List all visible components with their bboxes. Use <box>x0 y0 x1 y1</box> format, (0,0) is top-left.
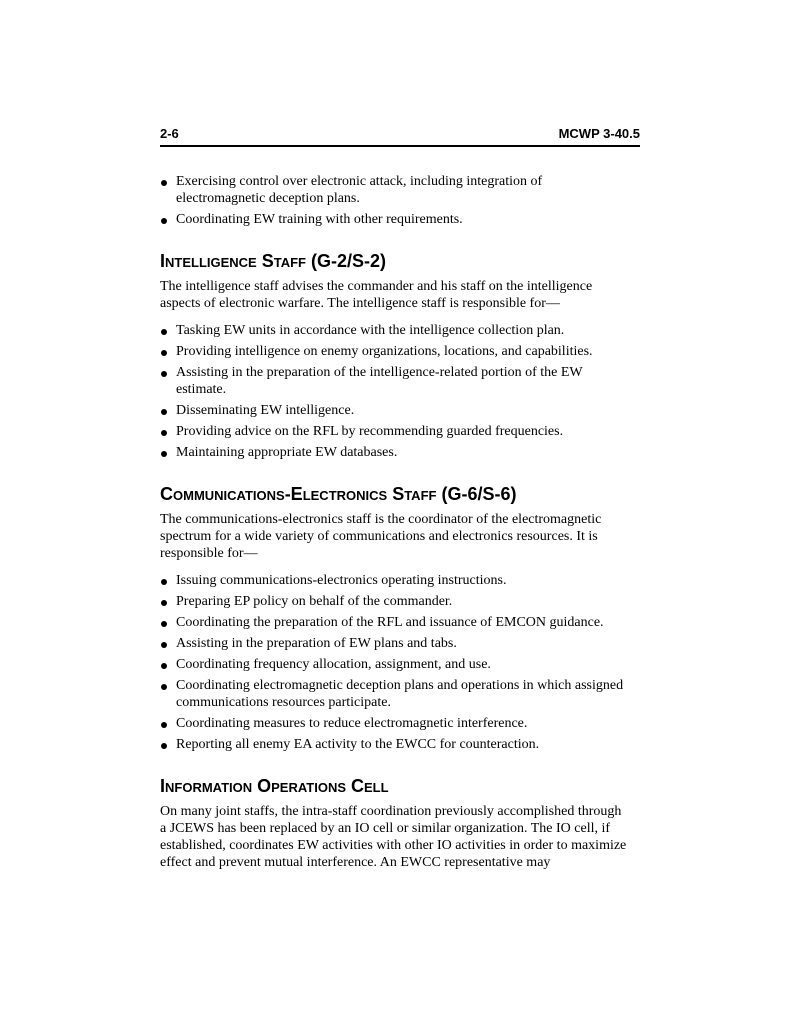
list-item: Providing advice on the RFL by recommending guarded frequencies. <box>160 423 630 440</box>
heading-code: (G-2/S-2) <box>311 251 387 271</box>
page-content <box>160 173 630 871</box>
section-heading-intelligence <box>160 250 630 272</box>
list-item: Coordinating measures to reduce electromagnetic interference. <box>160 715 630 732</box>
page-number: 2-6 <box>160 126 179 141</box>
heading-code: (G-6/S-6) <box>441 484 517 504</box>
list-item: Coordinating the preparation of the RFL and issuance of EMCON guidance. <box>160 614 630 631</box>
intelligence-bullet-list <box>160 322 630 461</box>
section-heading-information-operations <box>160 775 630 797</box>
running-header <box>160 125 640 147</box>
list-item: Coordinating frequency allocation, assignment, and use. <box>160 656 630 673</box>
list-item: Assisting in the preparation of the intelligence-related portion of the EW estimate. <box>160 364 630 398</box>
document-id: MCWP 3-40.5 <box>558 126 640 141</box>
section-paragraph: On many joint staffs, the intra-staff coordination previously accomplished through a JCEWS has been replaced by an IO cell or similar organization. The IO cell, if established, coordinates EW activities with other IO activities in order to maximize effect and prevent mutual interference. An EWCC representative may <box>160 804 627 870</box>
list-item: Providing intelligence on enemy organizations, locations, and capabilities. <box>160 343 630 360</box>
communications-bullet-list <box>160 572 630 753</box>
heading-text: Communications-Electronics Staff <box>160 484 437 504</box>
section-paragraph: The intelligence staff advises the commander and his staff on the intelligence aspects of electronic warfare. The intelligence staff is responsible for— <box>160 279 593 311</box>
heading-text: Information Operations Cell <box>160 776 389 796</box>
top-bullet-list <box>160 173 630 228</box>
list-item: Disseminating EW intelligence. <box>160 402 630 419</box>
list-item: Tasking EW units in accordance with the intelligence collection plan. <box>160 322 630 339</box>
list-item: Assisting in the preparation of EW plans and tabs. <box>160 635 630 652</box>
list-item: Preparing EP policy on behalf of the commander. <box>160 593 630 610</box>
section-paragraph: The communications-electronics staff is the coordinator of the electromagnetic spectrum for a wide variety of communications and electronics resources. It is responsible for— <box>160 512 602 561</box>
section-heading-communications <box>160 483 630 505</box>
list-item: Exercising control over electronic attack, including integration of electromagnetic deception plans. <box>160 173 630 207</box>
list-item: Issuing communications-electronics operating instructions. <box>160 572 630 589</box>
heading-text: Intelligence Staff <box>160 251 306 271</box>
list-item: Reporting all enemy EA activity to the EWCC for counteraction. <box>160 736 630 753</box>
list-item: Coordinating electromagnetic deception plans and operations in which assigned communications resources participate. <box>160 677 630 711</box>
list-item: Coordinating EW training with other requirements. <box>160 211 630 228</box>
list-item: Maintaining appropriate EW databases. <box>160 444 630 461</box>
